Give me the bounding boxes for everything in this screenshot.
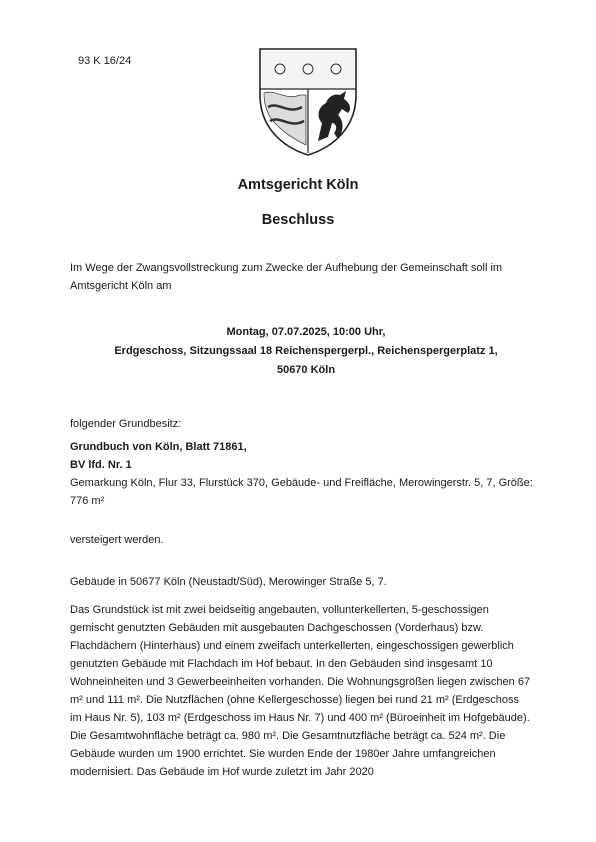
intro-paragraph: Im Wege der Zwangsvollstreckung zum Zwecke der Aufhebung der Gemeinschaft soll im Amtsgericht Köln am [70,262,503,292]
appointment-city: 50670 Köln [276,364,336,376]
building-location: Gebäude in 50677 Köln (Neustadt/Süd), Merowinger Straße 5, 7. [70,576,387,588]
building-description: Das Grundstück ist mit zwei beidseitig angebauten, vollunterkellerten, 5-geschossigen gemischt genutzten Gebäuden mit ausgebauten Dachgeschossen (Vorderhaus) bzw. Flachdächern (Hinterhaus) und einem zweifach unterkellerten, eingeschossigen gewerblich genutzten Gebäude mit Flachdach im Hof bebaut. In den Gebäuden sind insgesamt 10 Wohneinheiten und 3 Gewerbeeinheiten vorhanden. Die Wohnungsgrößen liegen zwischen 67 m² und 111 m². Die Nutzflächen (ohne Kellergeschosse) liegen bei rund 21 m² (Erdgeschoss im Haus Nr. 5), 103 m² (Erdgeschoss im Haus Nr. 7) und 400 m² (Büroeinheit im Hofgebäude). Die Gesamtwohnfläche beträgt ca. 980 m². Die Gesamtnutzfläche beträgt ca. 524 m². Die Gebäude wurden um 1900 errichtet. Sie wurden Ende der 1980er Jahre umfangreichen modernisiert. Das Gebäude im Hof wurde zuletzt im Jahr 2020 [70,604,531,778]
grundbuch-entry: BV lfd. Nr. 1 [70,459,132,471]
appointment-location: Erdgeschoss, Sitzungssaal 18 Reichenspergerpl., Reichenspergerplatz 1, [114,345,498,357]
appointment-date-time: Montag, 07.07.2025, 10:00 Uhr, [226,326,386,338]
appointment-block [70,323,542,380]
grundbuch-details: Gemarkung Köln, Flur 33, Flurstück 370, Gebäude- und Freifläche, Merowingerstr. 5, 7, Größe: 776 m² [70,477,533,507]
property-intro: folgender Grundbesitz: [70,418,182,430]
court-heading: Amtsgericht Köln [237,177,359,193]
grundbuch-title: Grundbuch von Köln, Blatt 71861, [70,441,247,453]
grundbuch-block [70,438,540,510]
case-reference: 93 K 16/24 [78,55,132,67]
coat-of-arms-icon [256,45,360,157]
decision-title: Beschluss [261,212,335,228]
auction-text: versteigert werden. [70,534,164,546]
